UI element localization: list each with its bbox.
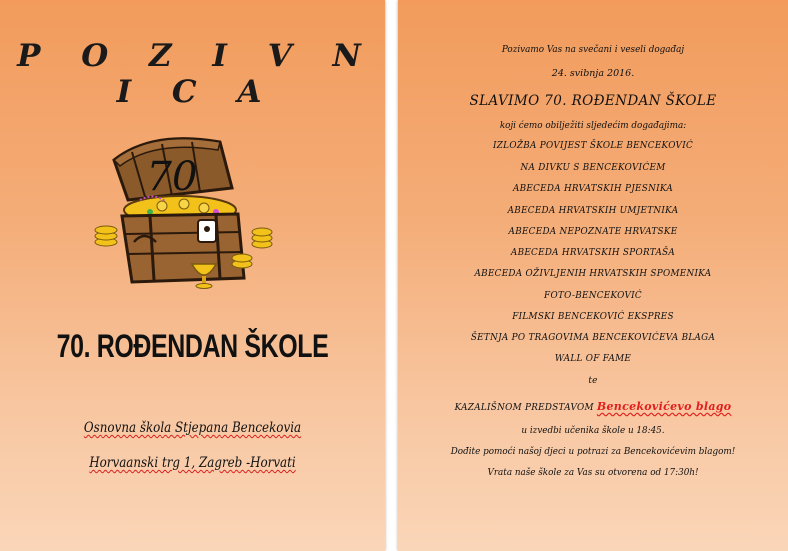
event-item: FILMSKI BENCEKOVIĆ EKSPRES: [512, 312, 674, 322]
event-item: ABECEDA OŽIVLJENIH HRVATSKIH SPOMENIKA: [474, 269, 712, 279]
chest-number: 70: [146, 154, 198, 200]
event-date: 24. svibnja 2016.: [551, 68, 635, 79]
event-item: ABECEDA HRVATSKIH UMJETNIKA: [507, 206, 679, 216]
treasure-chest-illustration: [92, 130, 277, 290]
invitation-title: P O Z I V N I C A: [17, 38, 376, 110]
play-line: [398, 400, 788, 413]
intro-text: Pozivamo Vas na svečani i veseli događaj: [501, 45, 685, 55]
event-item: WALL OF FAME: [554, 354, 632, 364]
event-item: ABECEDA NEPOZNATE HRVATSKE: [508, 227, 678, 237]
play-title: Bencekovićevo blago: [596, 400, 732, 413]
school-address: Horvaanski trg 1, Zagreb -Horvati: [89, 455, 296, 471]
event-item: ABECEDA HRVATSKIH PJESNIKA: [512, 184, 674, 194]
anniversary-heading: 70. ROĐENDAN ŠKOLE: [56, 328, 329, 364]
event-item: FOTO-BENCEKOVIĆ: [544, 291, 642, 301]
event-item: ABECEDA HRVATSKIH SPORTAŠA: [510, 248, 676, 258]
event-item: NA DIVKU S BENCEKOVIĆEM: [520, 163, 666, 173]
subline: koji ćemo obilježiti sljedećim događajima:: [499, 121, 687, 131]
invitation-inner-page: [398, 0, 788, 551]
headline: SLAVIMO 70. ROĐENDAN ŠKOLE: [469, 93, 717, 109]
event-item: ŠETNJA PO TRAGOVIMA BENCEKOVIĆEVA BLAGA: [470, 333, 716, 343]
performance-note: u izvedbi učenika škole u 18:45.: [521, 426, 665, 436]
event-item: IZLOŽBA POVIJEST ŠKOLE BENCEKOVIĆ: [492, 141, 694, 151]
open-note: Vrata naše škole za Vas su otvorena od 17:30h!: [487, 468, 699, 478]
school-name: Osnovna škola Stjepana Bencekovia: [83, 420, 302, 436]
invitation-front-page: [0, 0, 385, 551]
connector-text: te: [588, 376, 598, 386]
play-prefix: KAZALIŠNOM PREDSTAVOM: [454, 403, 597, 413]
call-to-action: Dođite pomoći našoj djeci u potrazi za Bencekovićevim blagom!: [450, 447, 736, 457]
